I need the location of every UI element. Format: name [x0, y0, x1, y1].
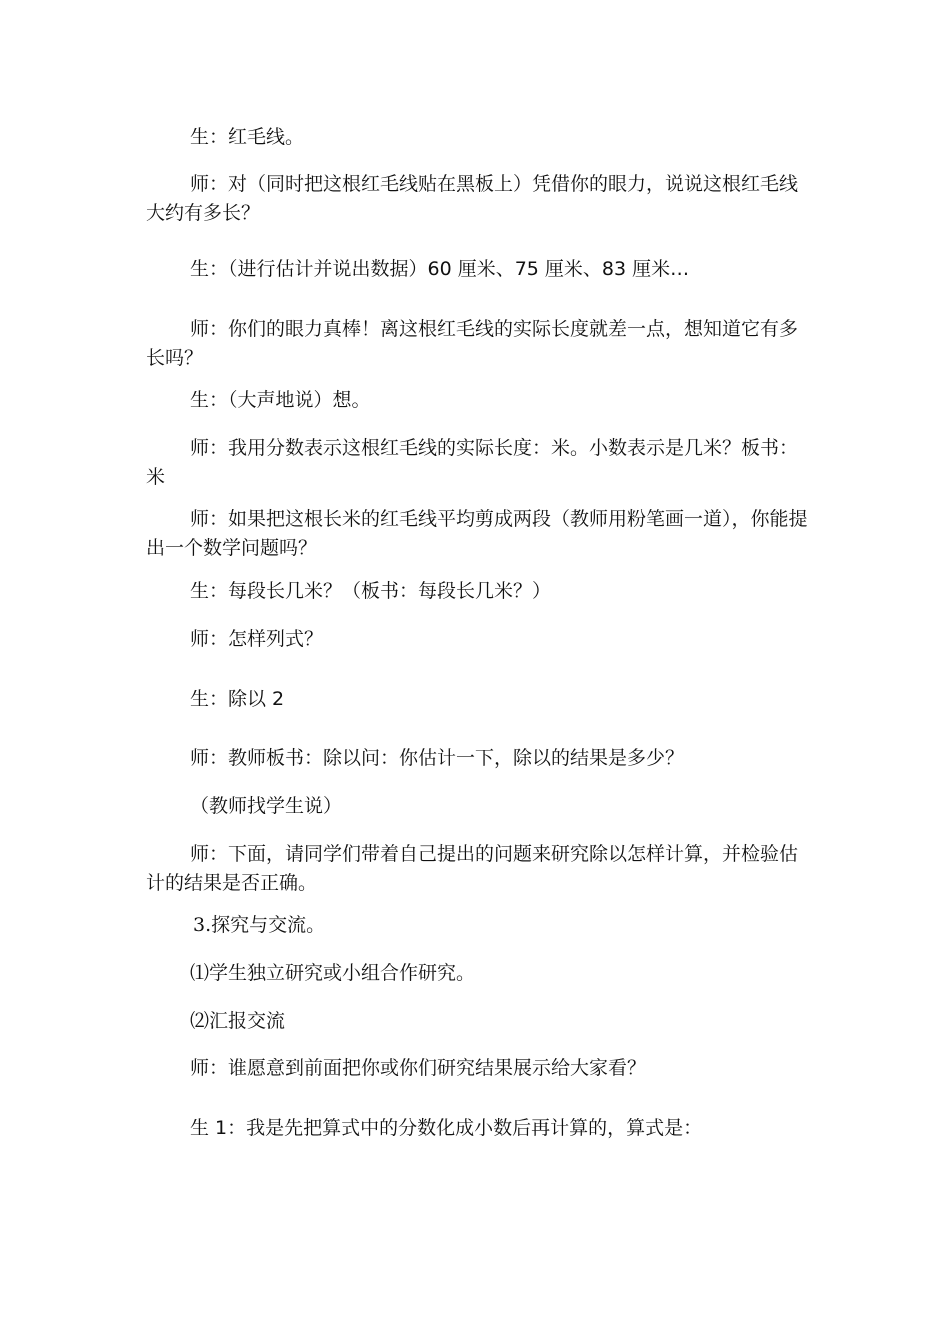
- paragraph-15: ⑴学生独立研究或小组合作研究。: [190, 962, 476, 984]
- paragraph-10: 生：除以 2: [190, 688, 285, 710]
- paragraph-13: 师：下面，请同学们带着自己提出的问题来研究除以怎样计算，并检验估计的结果是否正确。: [146, 843, 799, 894]
- paragraph-5: 生：（大声地说）想。: [190, 389, 371, 411]
- paragraph-1: 生：红毛线。: [190, 126, 305, 148]
- paragraph-2: 师：对（同时把这根红毛线贴在黑板上）凭借你的眼力，说说这根红毛线大约有多长？: [146, 173, 799, 224]
- paragraph-4: 师：你们的眼力真棒！离这根红毛线的实际长度就差一点，想知道它有多长吗？: [146, 318, 799, 369]
- paragraph-14: 3.探究与交流。: [193, 914, 326, 936]
- paragraph-12: （教师找学生说）: [190, 795, 343, 817]
- paragraph-16: ⑵汇报交流: [190, 1010, 286, 1032]
- paragraph-9: 师：怎样列式？: [190, 628, 324, 650]
- paragraph-3: 生：（进行估计并说出数据）60 厘米、75 厘米、83 厘米…: [190, 258, 690, 280]
- paragraph-18: 生 1：我是先把算式中的分数化成小数后再计算的，算式是：: [190, 1117, 703, 1139]
- paragraph-8: 生：每段长几米？（板书：每段长几米？）: [190, 580, 552, 602]
- paragraph-7: 师：如果把这根长米的红毛线平均剪成两段（教师用粉笔画一道），你能提出一个数学问题吗？: [146, 508, 808, 559]
- paragraph-6: 师：我用分数表示这根红毛线的实际长度：米。小数表示是几米？板书：米: [146, 437, 799, 488]
- paragraph-11: 师：教师板书：除以问：你估计一下，除以的结果是多少？: [190, 747, 685, 769]
- paragraph-17: 师：谁愿意到前面把你或你们研究结果展示给大家看？: [190, 1057, 647, 1079]
